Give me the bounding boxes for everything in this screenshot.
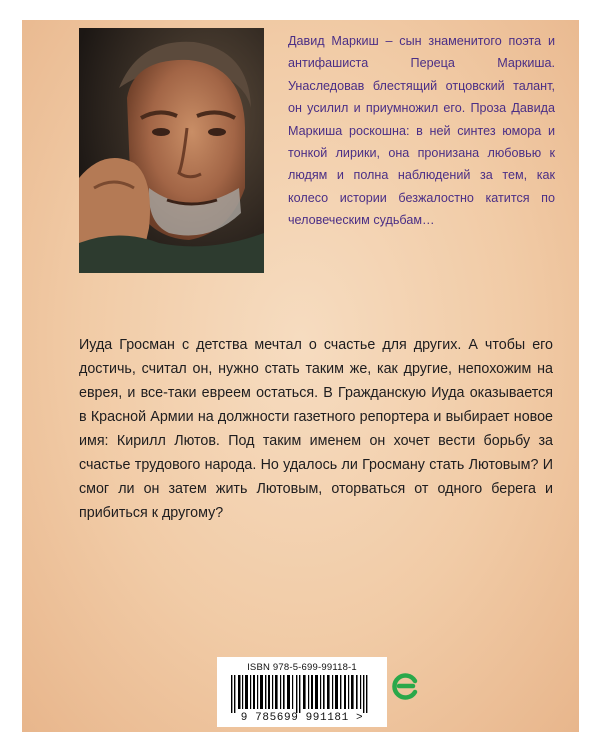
barcode-bars: [229, 675, 375, 713]
author-portrait-image: [79, 28, 264, 273]
book-annotation: Иуда Гросман с детства мечтал о счастье для других. А чтобы его достичь, считал он, нужно стать таким же, как другие, непохожим на еврея, и все-таки евреем остаться. В Гражданскую Иуда оказывается в Красной Армии на должности газетного репортера и выбирает новое имя: Кирилл Лютов. Под таким именем он хочет вести борьбу за счастье трудового народа. Но удалось ли Гросману стать Лютовым? И смог ли он затем жить Лютовым, оторваться от одного берега и прибиться к другому?: [79, 337, 553, 521]
back-cover: [22, 20, 579, 732]
isbn-number: ISBN 978-5-699-99118-1: [247, 662, 357, 673]
author-photo: [79, 28, 264, 273]
isbn-barcode: [217, 657, 387, 727]
barcode-digits: 9 785699 991181 >: [240, 712, 364, 724]
publisher-logo-icon: [389, 670, 421, 702]
author-bio: Давид Маркиш – сын знаменитого поэта и антифашиста Переца Маркиша. Унаследовав блестящий отцовский талант, он усилил и приумножил его. Проза Давида Маркиша роскошна: в ней синтез юмора и тонкой лирики, она пронизана любовью к людям и полна наблюдений за тем, как колесо истории безжалостно катится по человеческим судьбам…: [288, 34, 555, 228]
